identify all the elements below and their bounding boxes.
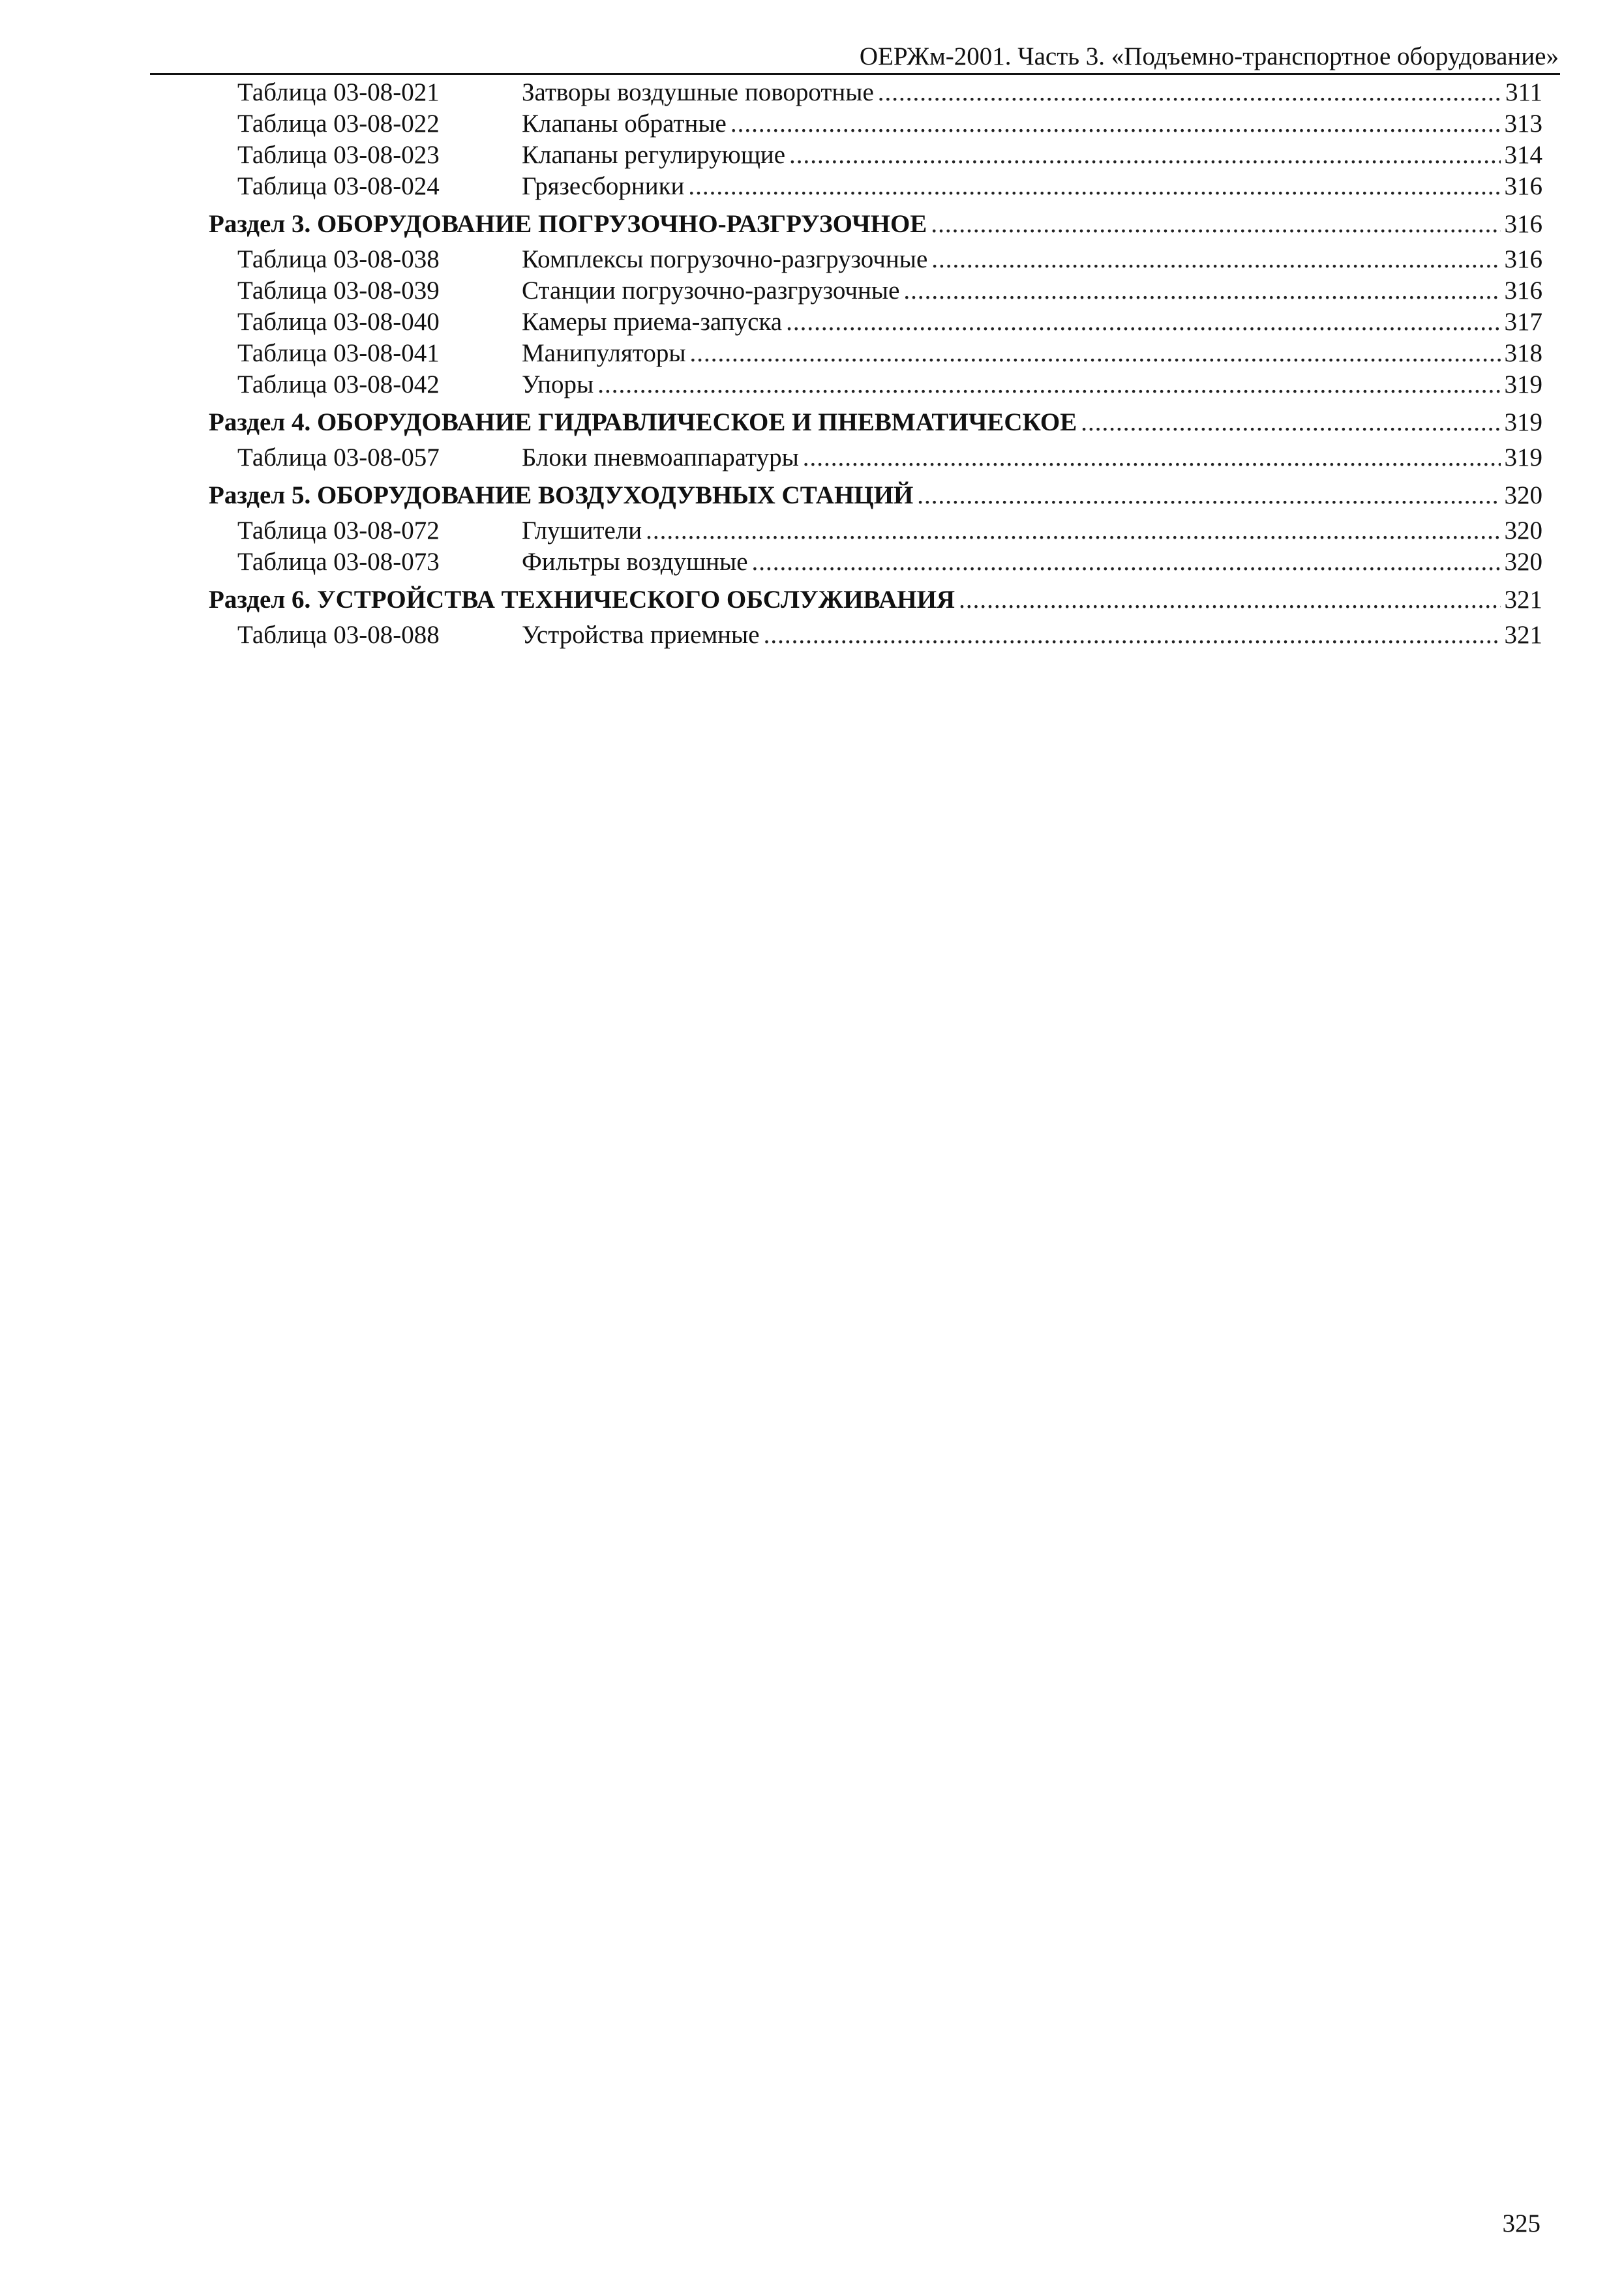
toc-entry-code: Таблица 03-08-039: [237, 277, 440, 305]
toc-entry-code: Таблица 03-08-024: [237, 172, 440, 200]
toc-table-entry: [0, 515, 1624, 546]
toc-entry-title: Затворы воздушные поворотные: [522, 78, 874, 106]
toc-entry-page: 319: [1504, 443, 1542, 471]
table-of-contents: [0, 77, 1624, 651]
toc-entry-body: [522, 171, 1542, 202]
toc-entry-title: Клапаны регулирующие: [522, 141, 786, 169]
toc-entry-title: Грязесборники: [522, 172, 685, 200]
toc-section-heading: [0, 580, 1624, 620]
toc-entry-title: Устройства приемные: [522, 621, 760, 649]
toc-dot-leader: [786, 307, 1500, 338]
toc-entry-page: 319: [1504, 370, 1542, 398]
toc-table-entry: [0, 338, 1624, 369]
toc-entry-body: [209, 205, 1542, 244]
toc-entry-body: [522, 620, 1542, 651]
toc-entry-page: 319: [1504, 408, 1542, 436]
toc-entry-title: Раздел 4. ОБОРУДОВАНИЕ ГИДРАВЛИЧЕСКОЕ И ПНЕВМАТИЧЕСКОЕ: [209, 408, 1077, 436]
toc-entry-body: [522, 307, 1542, 338]
toc-entry-page: 316: [1504, 277, 1542, 305]
toc-entry-code: Таблица 03-08-021: [237, 78, 440, 106]
toc-table-entry: [0, 244, 1624, 275]
toc-dot-leader: [730, 108, 1501, 140]
toc-entry-page: 313: [1504, 110, 1542, 138]
toc-entry-code: Таблица 03-08-072: [237, 516, 440, 545]
toc-entry-code: Таблица 03-08-023: [237, 141, 440, 169]
toc-dot-leader: [597, 369, 1500, 400]
toc-entry-page: 320: [1504, 548, 1542, 576]
toc-table-entry: [0, 171, 1624, 202]
toc-entry-title: Фильтры воздушные: [522, 548, 748, 576]
toc-entry-code: Таблица 03-08-057: [237, 443, 440, 471]
toc-dot-leader: [752, 546, 1501, 578]
toc-entry-page: 321: [1504, 621, 1542, 649]
toc-entry-title: Глушители: [522, 516, 642, 545]
toc-entry-body: [209, 580, 1542, 620]
toc-dot-leader: [764, 620, 1501, 651]
toc-entry-body: [522, 338, 1542, 369]
toc-entry-page: 318: [1504, 339, 1542, 367]
toc-entry-page: 316: [1504, 245, 1542, 273]
toc-table-entry: [0, 108, 1624, 140]
toc-table-entry: [0, 275, 1624, 307]
toc-entry-title: Раздел 5. ОБОРУДОВАНИЕ ВОЗДУХОДУВНЫХ СТАНЦИЙ: [209, 481, 914, 509]
toc-entry-page: 316: [1504, 210, 1542, 238]
toc-dot-leader: [931, 244, 1500, 275]
toc-table-entry: [0, 442, 1624, 473]
running-header: ОЕРЖм-2001. Часть 3. «Подъемно-транспортное оборудование»: [859, 42, 1559, 70]
toc-entry-code: Таблица 03-08-088: [237, 621, 440, 649]
toc-entry-body: [209, 476, 1542, 515]
toc-entry-page: 317: [1504, 308, 1542, 336]
toc-table-entry: [0, 620, 1624, 651]
toc-entry-code: Таблица 03-08-038: [237, 245, 440, 273]
toc-entry-page: 316: [1504, 172, 1542, 200]
toc-table-entry: [0, 140, 1624, 171]
toc-entry-title: Клапаны обратные: [522, 110, 727, 138]
toc-dot-leader: [803, 442, 1501, 473]
toc-entry-body: [522, 515, 1542, 546]
toc-entry-code: Таблица 03-08-022: [237, 110, 440, 138]
toc-entry-page: 321: [1504, 586, 1542, 614]
toc-entry-body: [522, 275, 1542, 307]
toc-entry-body: [209, 403, 1542, 442]
toc-entry-body: [522, 244, 1542, 275]
toc-table-entry: [0, 369, 1624, 400]
toc-entry-title: Блоки пневмоаппаратуры: [522, 443, 799, 471]
toc-entry-page: 311: [1505, 78, 1542, 106]
toc-entry-page: 320: [1504, 516, 1542, 545]
toc-section-heading: [0, 403, 1624, 442]
toc-entry-title: Манипуляторы: [522, 339, 686, 367]
toc-entry-title: Комплексы погрузочно-разгрузочные: [522, 245, 928, 273]
toc-dot-leader: [917, 476, 1500, 515]
toc-entry-body: [522, 77, 1542, 108]
toc-entry-title: Станции погрузочно-разгрузочные: [522, 277, 900, 305]
toc-entry-code: Таблица 03-08-041: [237, 339, 440, 367]
toc-entry-body: [522, 140, 1542, 171]
toc-entry-body: [522, 442, 1542, 473]
toc-section-heading: [0, 205, 1624, 244]
toc-entry-code: Таблица 03-08-042: [237, 370, 440, 398]
toc-entry-title: Камеры приема-запуска: [522, 308, 783, 336]
toc-dot-leader: [878, 77, 1501, 108]
toc-table-entry: [0, 307, 1624, 338]
toc-entry-title: Раздел 6. УСТРОЙСТВА ТЕХНИЧЕСКОГО ОБСЛУЖИВАНИЯ: [209, 586, 955, 614]
toc-dot-leader: [1081, 403, 1500, 442]
toc-table-entry: [0, 546, 1624, 578]
toc-dot-leader: [903, 275, 1500, 307]
header-rule: [150, 73, 1560, 75]
toc-entry-body: [522, 369, 1542, 400]
toc-entry-page: 320: [1504, 481, 1542, 509]
page-number: 325: [1502, 2209, 1541, 2237]
toc-table-entry: [0, 77, 1624, 108]
toc-dot-leader: [690, 338, 1501, 369]
toc-entry-code: Таблица 03-08-073: [237, 548, 440, 576]
toc-entry-title: Раздел 3. ОБОРУДОВАНИЕ ПОГРУЗОЧНО-РАЗГРУЗОЧНОЕ: [209, 210, 927, 238]
toc-dot-leader: [646, 515, 1500, 546]
toc-entry-code: Таблица 03-08-040: [237, 308, 440, 336]
toc-entry-title: Упоры: [522, 370, 594, 398]
toc-dot-leader: [789, 140, 1500, 171]
toc-dot-leader: [931, 205, 1500, 244]
toc-entry-page: 314: [1504, 141, 1542, 169]
toc-section-heading: [0, 476, 1624, 515]
toc-dot-leader: [688, 171, 1500, 202]
toc-entry-body: [522, 546, 1542, 578]
toc-dot-leader: [959, 580, 1500, 620]
toc-entry-body: [522, 108, 1542, 140]
